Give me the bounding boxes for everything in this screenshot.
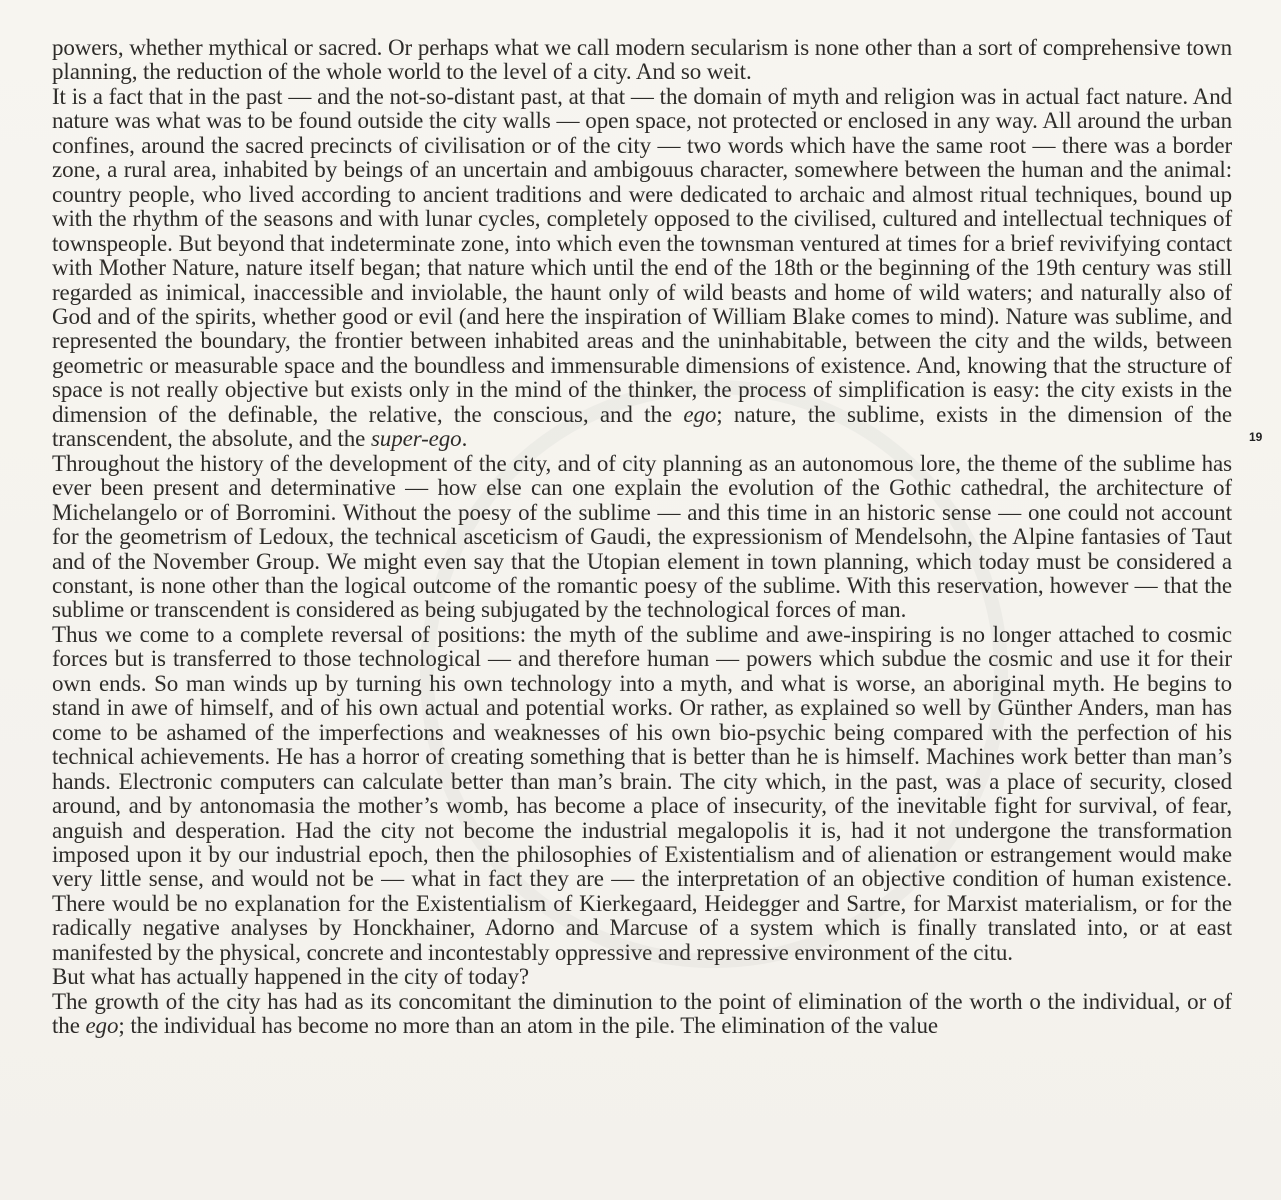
text-run: But what has actually happened in the city of today? bbox=[52, 964, 530, 990]
text-run: . bbox=[461, 426, 468, 452]
text-run: The growth of the city has had as its concomitant the diminution to the point of elimination of the worth o the individual, or of the bbox=[52, 988, 1232, 1039]
text-run: It is a fact that in the past — and the not-so-distant past, at that — the domain of myth and religion was in actual fact nature. And nature was what was to be found outside the city walls — open space, not protected or enclosed in any way. All around the urban confines, around the sacred precincts of civilisation or of the city — two words which have the same root — there was a border zone, a rural area, inhabited by beings of an uncertain and ambigouus character, somewhere between the human and the animal: country people, who lived according to ancient traditions and were dedicated to archaic and almost ritual techniques, bound up with the rhythm of the seasons and with lunar cycles, completely opposed to the civilised, cultured and intellectual techniques of townspeople. But beyond that indeterminate zone, into which even the townsman ventured at times for a brief revivifying contact with Mother Nature, nature itself began; that nature which until the end of the 18th or the beginning of the 19th century was still regarded as inimical, inaccessible and inviolable, the haunt only of wild beasts and home of wild waters; and naturally also of God and of the spirits, whether good or evil (and here the inspiration of William Blake comes to mind). Nature was sublime, and represented the boundary, the frontier between inhabited areas and the uninhabitable, between the city and the wilds, between geometric or measurable space and the boundless and immensurable dimensions of existence. And, knowing that the structure of space is not really objective but exists only in the mind of the thinker, the process of simplification is easy: the city exists in the dimension of the definable, the relative, the conscious, and the bbox=[52, 83, 1232, 427]
text-run: Thus we come to a complete reversal of positions: the myth of the sublime and awe-inspiring is no longer attached to cosmic forces but is transferred to those technological — and therefore human — powers which subdue the cosmic and use it for their own ends. So man winds up by turning his own technology into a myth, and what is worse, an aboriginal myth. He begins to stand in awe of himself, and of his own actual and potential works. Or rather, as explained so well by Günther Anders, man has come to be ashamed of the imperfections and weaknesses of his own bio-psychic being compared with the perfection of his technical achievements. He has a horror of creating something that is better than he is himself. Machines work better than man’s hands. Electronic computers can calculate better than man’s brain. The city which, in the past, was a place of security, closed around, and by antonomasia the mother’s womb, has become a place of insecurity, of the inevitable fight for survival, of fear, anguish and desperation. Had the city not become the industrial megalopolis it is, had it not undergone the transformation imposed upon it by our industrial epoch, then the philosophies of Existentialism and of alienation or estrangement would make very little sense, and would not be — what in fact they are — the interpretation of an objective condition of human existence. There would be no explanation for the Existentialism of Kierkegaard, Heidegger and Sartre, for Marxist materialism, or for the radically negative analyses by Honckhainer, Adorno and Marcuse of a system which is finally translated into, or at east manifested by the physical, concrete and incontestably oppressive and repressive environment of the citu. bbox=[52, 621, 1232, 965]
italic-text: super-ego bbox=[370, 426, 462, 452]
italic-text: ego bbox=[85, 1013, 119, 1039]
italic-text: ego bbox=[683, 401, 717, 427]
body-text bbox=[52, 36, 1232, 1039]
paragraph-6 bbox=[52, 990, 1232, 1039]
text-run: ; the individual has become no more than an atom in the pile. The elimination of the value bbox=[118, 1013, 939, 1039]
paragraph-4 bbox=[52, 623, 1232, 965]
paragraph-3 bbox=[52, 452, 1232, 623]
text-run: powers, whether mythical or sacred. Or perhaps what we call modern secularism is none other than a sort of comprehensive town planning, the reduction of the whole world to the level of a city. And so weit. bbox=[52, 35, 1232, 85]
paragraph-5 bbox=[52, 965, 1232, 989]
text-run: ; nature, the sublime, exists in the dimension of the transcendent, the absolute, and the bbox=[52, 401, 1233, 452]
text-run: Throughout the history of the development of the city, and of city planning as an autonomous lore, the theme of the sublime has ever been present and determinative — how else can one explain the evolution of the Gothic cathedral, the architecture of Michelangelo or of Borromini. Without the poesy of the sublime — and this time in an historic sense — one could not account for the geometrism of Ledoux, the technical asceticism of Gaudi, the expressionism of Mendelsohn, the Alpine fantasies of Taut and of the November Group. We might even say that the Utopian element in town planning, which today must be considered a constant, is none other than the logical outcome of the romantic poesy of the sublime. With this reservation, however — that the sublime or transcendent is considered as being subjugated by the technological forces of man. bbox=[52, 450, 1232, 623]
page-number: 19 bbox=[1249, 430, 1263, 444]
paragraph-2 bbox=[52, 85, 1232, 452]
paragraph-1 bbox=[52, 36, 1232, 85]
